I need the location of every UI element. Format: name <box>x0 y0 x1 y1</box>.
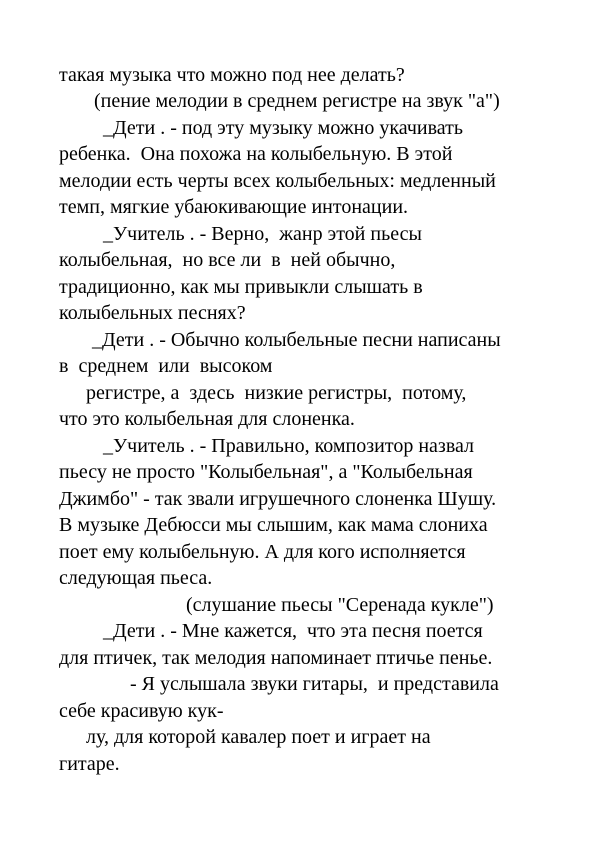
text-line: что это колыбельная для слоненка. <box>59 408 355 430</box>
text-line: (слушание пьесы "Серенада кукле") <box>186 594 494 616</box>
text-line: лу, для которой кавалер поет и играет на <box>86 726 431 748</box>
text-line: себе красивую кук- <box>59 700 224 722</box>
text-line: В музыке Дебюсси мы слышим, как мама слониха <box>59 514 488 536</box>
text-line: следующая пьеса. <box>59 567 213 589</box>
text-line: _Учитель . - Правильно, композитор назвал <box>103 435 475 457</box>
text-line: _Учитель . - Верно, жанр этой пьесы <box>103 223 422 245</box>
text-line: в среднем или высоком <box>59 355 273 377</box>
text-line: пьесу не просто "Колыбельная", а "Колыбельная <box>59 461 473 483</box>
text-line: (пение мелодии в среднем регистре на звук "а") <box>94 90 500 112</box>
text-line: Джимбо" - так звали игрушечного слоненка Шушу. <box>59 488 497 510</box>
text-line: регистре, а здесь низкие регистры, потому, <box>86 382 467 404</box>
text-line: - Я услышала звуки гитары, и представила <box>130 673 499 695</box>
text-line: _Дети . - Обычно колыбельные песни написаны <box>92 329 501 351</box>
text-line: такая музыка что можно под нее делать? <box>59 64 405 86</box>
text-line: поет ему колыбельную. А для кого исполняется <box>59 541 466 563</box>
text-line: гитаре. <box>59 753 120 775</box>
text-line: темп, мягкие убаюкивающие интонации. <box>59 196 409 218</box>
text-line: колыбельных песнях? <box>59 302 246 324</box>
text-line: ребенка. Она похожа на колыбельную. В этой <box>59 143 453 165</box>
text-line: _Дети . - Мне кажется, что эта песня поется <box>103 620 483 642</box>
text-line: традиционно, как мы привыкли слышать в <box>59 276 423 298</box>
text-line: колыбельная, но все ли в ней обычно, <box>59 249 396 271</box>
text-line: мелодии есть черты всех колыбельных: медленный <box>59 170 496 192</box>
text-line: _Дети . - под эту музыку можно укачивать <box>103 117 463 139</box>
text-line: для птичек, так мелодия напоминает птичье пенье. <box>59 647 493 669</box>
